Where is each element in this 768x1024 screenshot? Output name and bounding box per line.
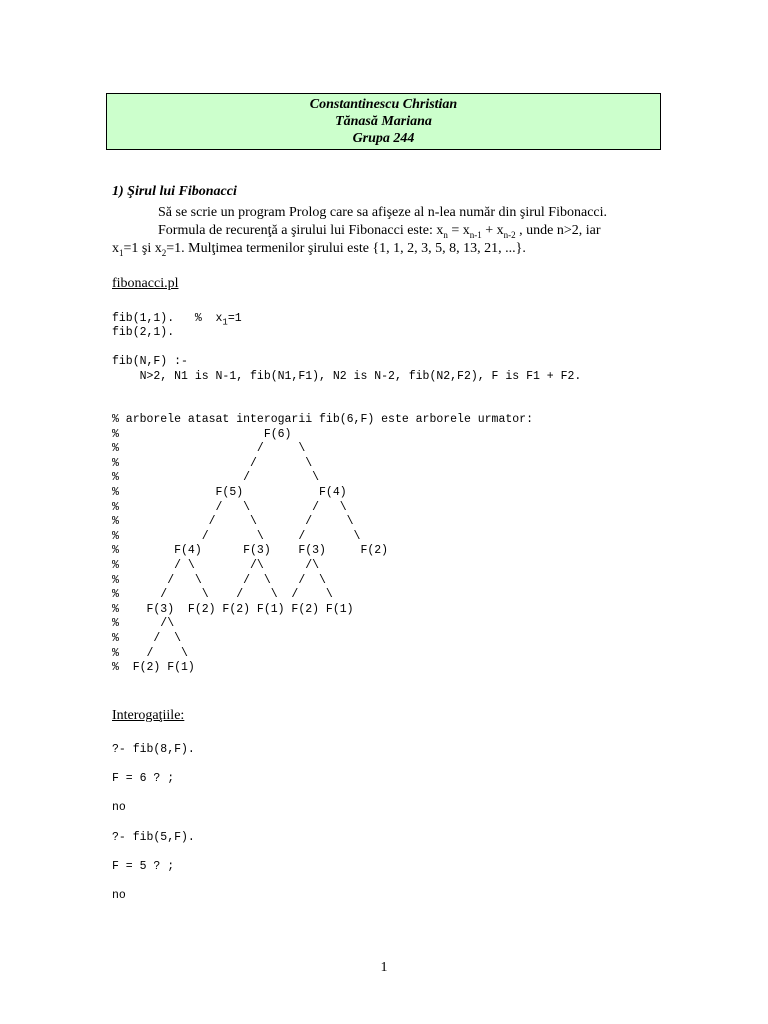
code-block: fib(2,1). fib(N,F) :- N>2, N1 is N-1, fib(N1,F1), N2 is N-2, fib(N2,F2), F is F1 + F2.	[112, 326, 582, 383]
recursion-tree: % arborele atasat interogarii fib(6,F) este arborele urmator: % F(6) % / \ % / \ % / \ % F(5) F(4) % / \ / \ % / \ / \ % / \ / \ % F(4) F(3) F(3) F(2) % / \ /\ /\ % / \ / \ / \ % / \ / \ / \ % F(3) F(2) F(2) F(1) F(2) F(1) % /\ % / \ % / \ % F(2) F(1)	[112, 413, 533, 675]
problem-statement: Să se scrie un program Prolog care sa afişeze al n-lea număr din şirul Fibonacci.	[158, 205, 608, 220]
author-header-box	[106, 93, 661, 150]
file-name-label: fibonacci.pl	[112, 276, 179, 291]
section-title: 1) Şirul lui Fibonacci	[112, 184, 237, 199]
queries-label: Interogaţiile:	[112, 708, 185, 723]
author-name-2: Tănasă Mariana	[335, 114, 432, 129]
no-1: no	[112, 801, 126, 814]
group-label: Grupa 244	[352, 131, 415, 146]
query-1: ?- fib(8,F).	[112, 743, 195, 756]
code-fact-line: fib(1,1). % $x_1=1$	[112, 312, 242, 328]
recurrence-paragraph: Formula de recurenţă a şirului lui Fibonacci este: $x_n = x_{n-1} + x_{n-2}$ , unde n>2, iar	[158, 223, 601, 240]
result-2: F = 5 ? ;	[112, 860, 175, 873]
result-1: F = 6 ? ;	[112, 772, 175, 785]
no-2: no	[112, 889, 126, 902]
sequence-paragraph: $x_1=1$ şi $x_2=1$. Mulţimea termenilor şirului este {1, 1, 2, 3, 5, 8, 13, 21, ...}.	[112, 241, 526, 258]
query-2: ?- fib(5,F).	[112, 831, 195, 844]
page-number: 1	[380, 960, 388, 975]
recurrence-formula: $x_n = x_{n-1} + x_{n-2}$	[436, 223, 516, 240]
author-name-1: Constantinescu Christian	[309, 97, 458, 112]
